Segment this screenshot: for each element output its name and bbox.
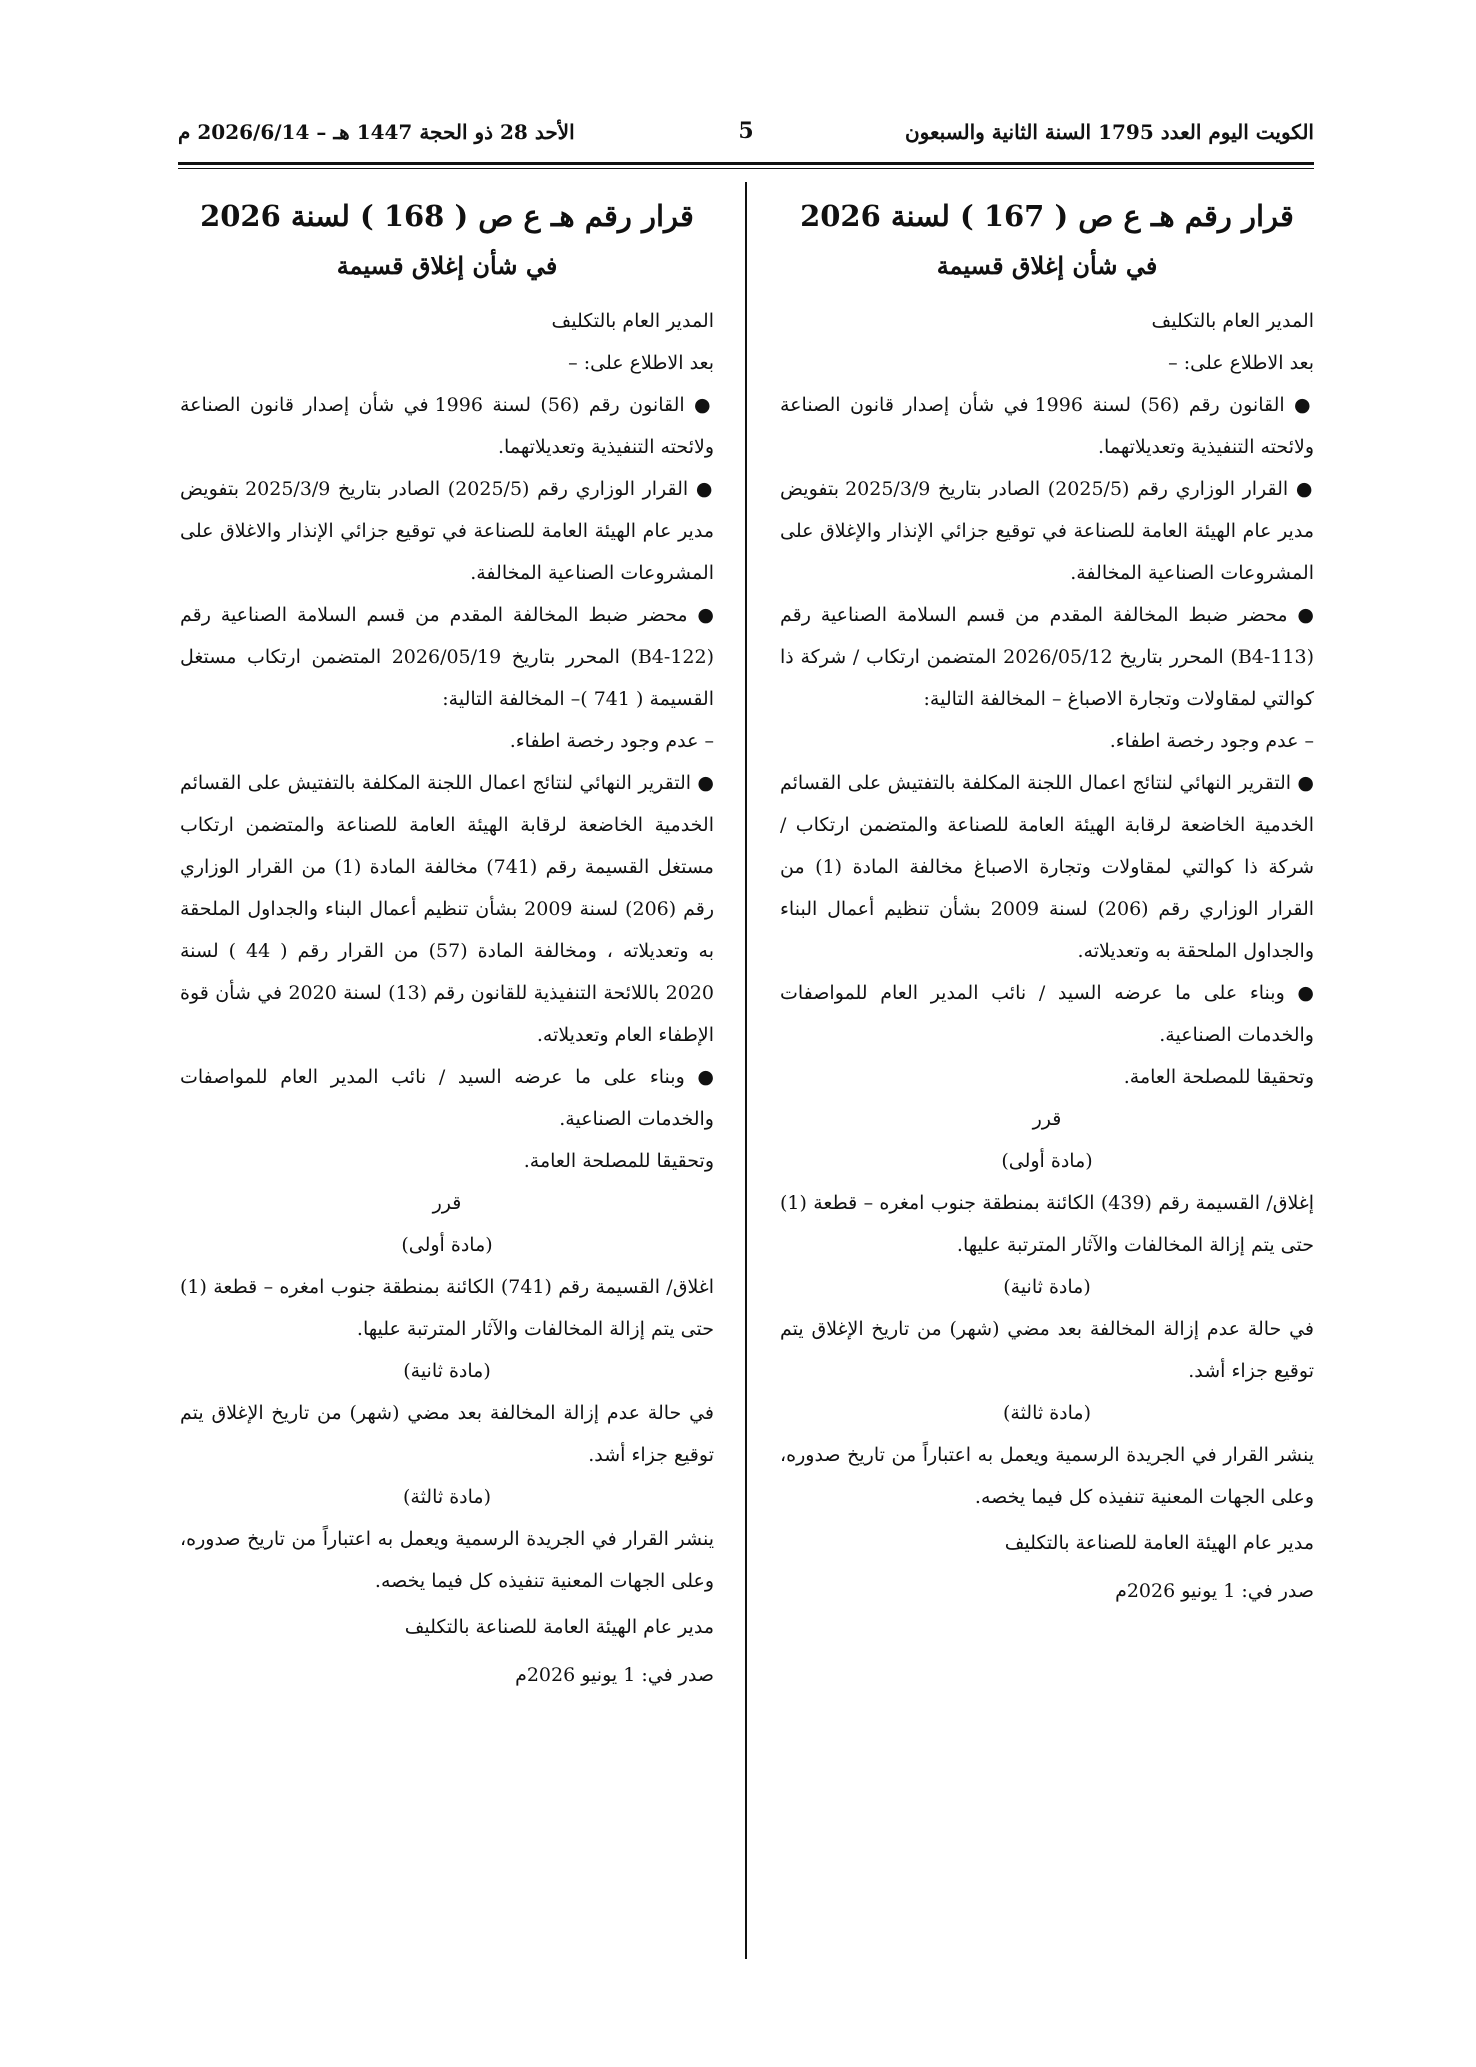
recital-law: ● القانون رقم (56) لسنة 1996 في شأن إصدار قانون الصناعة ولائحته التنفيذية وتعديلاتهما.	[180, 394, 714, 458]
article-2-text: في حالة عدم إزالة المخالفة بعد مضي (شهر) من تاريخ الإغلاق يتم توقيع جزاء أشد.	[180, 1402, 714, 1466]
recital-ministerial-decision: ● القرار الوزاري رقم (2025/5) الصادر بتاريخ 2025/3/9 بتفويض مدير عام الهيئة العامة للصناعة في توقيع جزائي الإنذار والاغلاق على المشروعات الصناعية المخالفة.	[180, 478, 714, 584]
article-3-text: ينشر القرار في الجريدة الرسمية ويعمل به اعتباراً من تاريخ صدوره، وعلى الجهات المعنية تنفيذه كل فيما يخصه.	[780, 1444, 1314, 1508]
recital-law: ● القانون رقم (56) لسنة 1996 في شأن إصدار قانون الصناعة ولائحته التنفيذية وتعديلاتهما.	[780, 394, 1314, 458]
column-divider	[745, 182, 747, 1959]
after-review: بعد الاطلاع على: –	[568, 352, 714, 374]
page-number: 5	[738, 118, 754, 144]
article-2-heading: (مادة ثانية)	[403, 1360, 491, 1382]
article-3-heading: (مادة ثالثة)	[1002, 1402, 1092, 1424]
header-rule-thick	[178, 162, 1314, 165]
page-header	[178, 120, 1314, 152]
article-1-heading: (مادة أولى)	[1001, 1150, 1093, 1172]
decision-subject: في شأن إغلاق قسيمة	[336, 251, 558, 280]
issue-date-line: صدر في: 1 يونيو 2026م	[1115, 1580, 1314, 1602]
recital-public-interest: وتحقيقا للمصلحة العامة.	[1123, 1066, 1314, 1088]
decision-issuer: المدير العام بالتكليف	[1151, 310, 1314, 332]
violation-item: – عدم وجود رخصة اطفاء.	[1109, 730, 1314, 752]
article-3-heading: (مادة ثالثة)	[402, 1486, 492, 1508]
decision-issuer: المدير العام بالتكليف	[551, 310, 714, 332]
recital-ministerial-decision: ● القرار الوزاري رقم (2025/5) الصادر بتاريخ 2025/3/9 بتفويض مدير عام الهيئة العامة للصناعة في توقيع جزائي الإنذار والإغلاق على المشروعات الصناعية المخالفة.	[780, 478, 1314, 584]
signatory: مدير عام الهيئة العامة للصناعة بالتكليف	[1004, 1532, 1314, 1554]
issue-date-line: صدر في: 1 يونيو 2026م	[515, 1664, 714, 1686]
header-rule-thin	[178, 168, 1314, 169]
signatory: مدير عام الهيئة العامة للصناعة بالتكليف	[404, 1616, 714, 1638]
decided-heading: قرر	[1032, 1108, 1062, 1130]
gazette-issue-info: الكويت اليوم العدد 1795 السنة الثانية والسبعون	[904, 120, 1314, 144]
decision-168	[180, 190, 714, 1696]
recital-proposal: ● وبناء على ما عرضه السيد / نائب المدير العام للمواصفات والخدمات الصناعية.	[180, 1066, 714, 1130]
article-2-heading: (مادة ثانية)	[1003, 1276, 1091, 1298]
decision-title: قرار رقم هـ ع ص ( 168 ) لسنة 2026	[200, 199, 694, 233]
article-1-text: اغلاق/ القسيمة رقم (741) الكائنة بمنطقة جنوب امغره – قطعة (1) حتى يتم إزالة المخالفات والآثار المترتبة عليها.	[180, 1276, 714, 1340]
issue-date: الأحد 28 ذو الحجة 1447 هـ – 2026/6/14 م	[178, 120, 575, 144]
decided-heading: قرر	[432, 1192, 462, 1214]
recital-violation-report: ● محضر ضبط المخالفة المقدم من قسم السلامة الصناعية رقم (B4-122) المحرر بتاريخ 2026/05/19 المتضمن ارتكاب مستغل القسيمة ( 741 )– المخالفة التالية:	[180, 604, 715, 710]
recital-violation-report: ● محضر ضبط المخالفة المقدم من قسم السلامة الصناعية رقم (B4-113) المحرر بتاريخ 2026/05/12 المتضمن ارتكاب / شركة ذا كوالتي لمقاولات وتجارة الاصباغ – المخالفة التالية:	[780, 604, 1314, 710]
decision-167	[780, 190, 1314, 1612]
decision-subject: في شأن إغلاق قسيمة	[936, 251, 1158, 280]
article-2-text: في حالة عدم إزالة المخالفة بعد مضي (شهر) من تاريخ الإغلاق يتم توقيع جزاء أشد.	[780, 1318, 1314, 1382]
recital-final-report: ● التقرير النهائي لنتائج اعمال اللجنة المكلفة بالتفتيش على القسائم الخدمية الخاضعة لرقابة الهيئة العامة للصناعة والمتضمن ارتكاب / شركة ذا كوالتي لمقاولات وتجارة الاصباغ مخالفة المادة (1) من القرار الوزاري رقم (206) لسنة 2009 بشأن تنظيم أعمال البناء والجداول الملحقة به وتعديلاته.	[780, 772, 1315, 962]
article-1-text: إغلاق/ القسيمة رقم (439) الكائنة بمنطقة جنوب امغره – قطعة (1) حتى يتم إزالة المخالفات والآثار المترتبة عليها.	[780, 1192, 1314, 1256]
violation-item: – عدم وجود رخصة اطفاء.	[509, 730, 714, 752]
article-3-text: ينشر القرار في الجريدة الرسمية ويعمل به اعتباراً من تاريخ صدوره، وعلى الجهات المعنية تنفيذه كل فيما يخصه.	[180, 1528, 714, 1592]
article-1-heading: (مادة أولى)	[401, 1234, 493, 1256]
recital-public-interest: وتحقيقا للمصلحة العامة.	[523, 1150, 714, 1172]
decision-title: قرار رقم هـ ع ص ( 167 ) لسنة 2026	[800, 199, 1294, 233]
recital-final-report: ● التقرير النهائي لنتائج اعمال اللجنة المكلفة بالتفتيش على القسائم الخدمية الخاضعة لرقابة الهيئة العامة للصناعة والمتضمن ارتكاب مستغل القسيمة رقم (741) مخالفة المادة (1) من القرار الوزاري رقم (206) لسنة 2009 بشأن تنظيم أعمال البناء والجداول الملحقة به وتعديلاته ، ومخالفة المادة (57) من القرار رقم ( 44 ) لسنة 2020 باللائحة التنفيذية للقانون رقم (13) لسنة 2020 في شأن قوة الإطفاء العام وتعديلاته.	[180, 772, 715, 1046]
recital-proposal: ● وبناء على ما عرضه السيد / نائب المدير العام للمواصفات والخدمات الصناعية.	[780, 982, 1314, 1046]
after-review: بعد الاطلاع على: –	[1168, 352, 1314, 374]
